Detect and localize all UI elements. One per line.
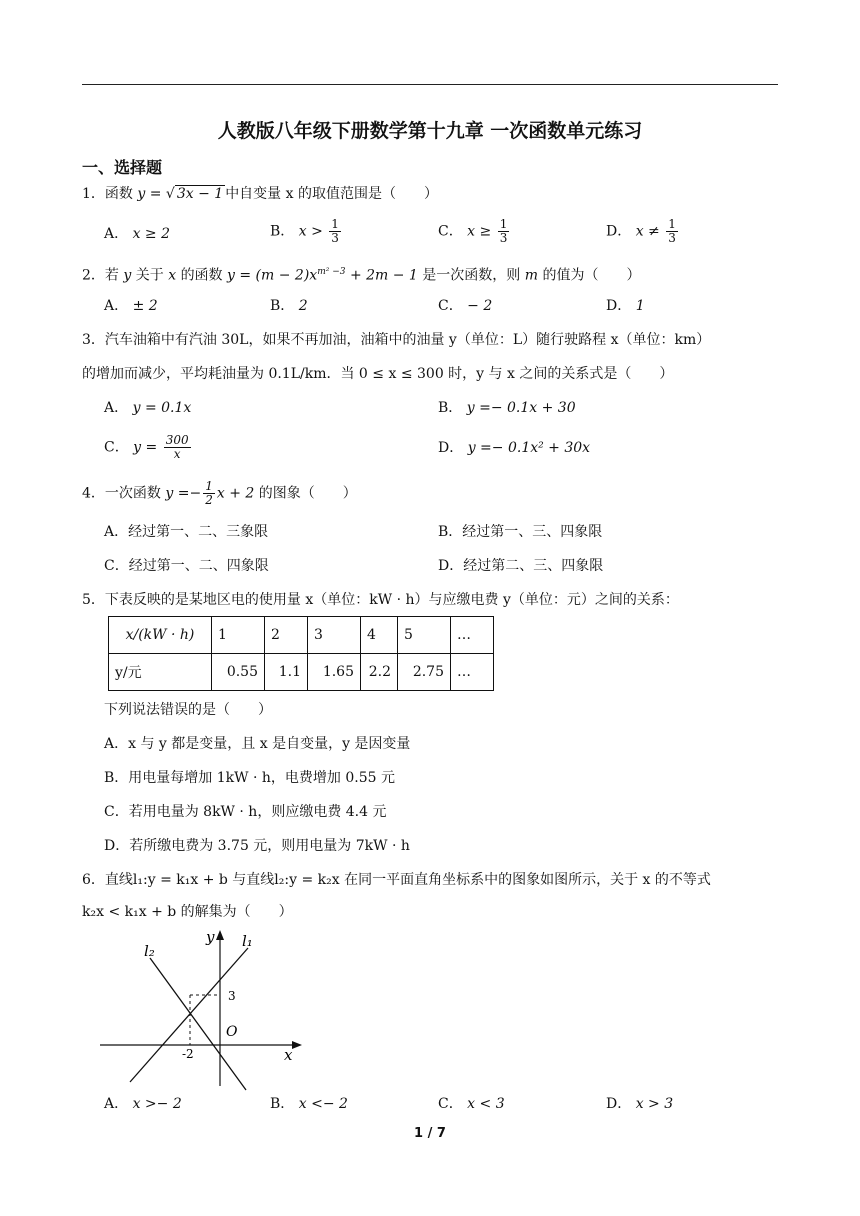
table-cell: x/(kW · h): [109, 617, 212, 654]
table-cell: 1: [212, 617, 265, 654]
question-6-option-a[interactable]: A． x >− 2: [104, 1096, 182, 1112]
question-1-option-b[interactable]: B． x > $\frac{1}{3}$: [270, 217, 339, 245]
usage-table: [108, 616, 494, 691]
page-number: 1 / 7: [414, 1126, 446, 1141]
question-3-stem-line1: 3．汽车油箱中有汽油 30L，如果不再加油，油箱中的油量 y（单位：L）随行驶路程 x（单位：km）: [82, 332, 711, 348]
y-axis-arrow-icon: [216, 930, 224, 940]
question-1-option-a[interactable]: A． x ≥ 2: [104, 226, 171, 242]
question-2-option-d[interactable]: D． 1: [606, 298, 645, 314]
tick-label-3: 3: [228, 989, 236, 1003]
question-3-stem-line2: 的增加而减少，平均耗油量为 0.1L/km．当 0 ≤ x ≤ 300 时，y 与 x 之间的关系式是（ ）: [82, 366, 674, 382]
table-cell: 5: [398, 617, 451, 654]
header-rule: [82, 84, 778, 85]
question-5-stem: 5．下表反映的是某地区电的使用量 x（单位：kW · h）与应缴电费 y（单位：元）之间的关系：: [82, 592, 679, 608]
question-6-stem-line1: 6．直线l₁:y = k₁x + b 与直线l₂:y = k₂x 在同一平面直角坐标系中的图象如图所示，关于 x 的不等式: [82, 872, 711, 888]
question-6-option-c[interactable]: C． x < 3: [438, 1096, 505, 1112]
coordinate-graph: [96, 922, 316, 1092]
origin-label: O: [226, 1024, 238, 1040]
y-axis-label: y: [206, 928, 215, 946]
question-4-stem: 4．一次函数 y =− $\frac{1}{2}$ x + 2 的图象（ ）: [82, 479, 357, 507]
table-row: [109, 654, 494, 691]
question-2-option-b[interactable]: B． 2: [270, 298, 308, 314]
question-5-prompt: 下列说法错误的是（ ）: [104, 702, 272, 718]
question-5-option-a[interactable]: A．x 与 y 都是变量，且 x 是自变量，y 是因变量: [104, 736, 411, 752]
table-cell: 2.75: [398, 654, 451, 691]
table-cell: 4: [361, 617, 398, 654]
question-1-option-c[interactable]: C． x ≥ $\frac{1}{3}$: [438, 217, 508, 245]
question-6-option-d[interactable]: D． x > 3: [606, 1096, 674, 1112]
question-3-option-d[interactable]: D． y =− 0.1x² + 30x: [438, 440, 591, 456]
table-cell: 1.65: [308, 654, 361, 691]
question-3-option-b[interactable]: B． y =− 0.1x + 30: [438, 400, 576, 416]
table-cell: 3: [308, 617, 361, 654]
question-5-option-d[interactable]: D．若所缴电费为 3.75 元，则用电量为 7kW · h: [104, 838, 410, 854]
question-2-option-a[interactable]: A． ± 2: [104, 298, 158, 314]
question-1-option-d[interactable]: D． x ≠ $\frac{1}{3}$: [606, 217, 676, 245]
x-axis-arrow-icon: [292, 1041, 302, 1049]
question-3-option-a[interactable]: A． y = 0.1x: [104, 400, 192, 416]
line-l1: [130, 948, 248, 1082]
table-cell: 1.1: [265, 654, 308, 691]
l1-label: l₁: [242, 932, 253, 950]
question-4-option-d[interactable]: D．经过第二、三、四象限: [438, 558, 604, 574]
table-cell: y/元: [109, 654, 212, 691]
table-row: [109, 617, 494, 654]
question-5-option-c[interactable]: C．若用电量为 8kW · h，则应缴电费 4.4 元: [104, 804, 387, 820]
l2-label: l₂: [144, 942, 155, 960]
question-1-stem: 1．函数 y = √ 3x − 1 中自变量 x 的取值范围是（ ）: [82, 186, 438, 202]
question-6-stem-line2: k₂x < k₁x + b 的解集为（ ）: [82, 904, 293, 920]
question-4-option-c[interactable]: C．经过第一、二、四象限: [104, 558, 269, 574]
table-cell: 2.2: [361, 654, 398, 691]
table-cell: …: [451, 617, 494, 654]
page-title: 人教版八年级下册数学第十九章 一次函数单元练习: [217, 120, 643, 142]
question-2-option-c[interactable]: C． − 2: [438, 298, 493, 314]
x-axis-label: x: [284, 1046, 293, 1064]
question-3-option-c[interactable]: C． y = $\frac{300}{x}$: [104, 433, 189, 461]
tick-label-neg2: -2: [182, 1047, 194, 1061]
section-heading: 一、选择题: [82, 158, 163, 177]
question-4-option-a[interactable]: A．经过第一、二、三象限: [104, 524, 269, 540]
question-2-stem: 2．若 y 关于 x 的函数 $y = (m - 2)x^{m^2 -3} + 2m - 1$ 是一次函数，则 m 的值为（ ）: [82, 267, 641, 284]
question-4-option-b[interactable]: B．经过第一、三、四象限: [438, 524, 603, 540]
question-5-option-b[interactable]: B．用电量每增加 1kW · h，电费增加 0.55 元: [104, 770, 395, 786]
table-cell: 0.55: [212, 654, 265, 691]
question-6-option-b[interactable]: B． x <− 2: [270, 1096, 348, 1112]
table-cell: 2: [265, 617, 308, 654]
table-cell: …: [451, 654, 494, 691]
